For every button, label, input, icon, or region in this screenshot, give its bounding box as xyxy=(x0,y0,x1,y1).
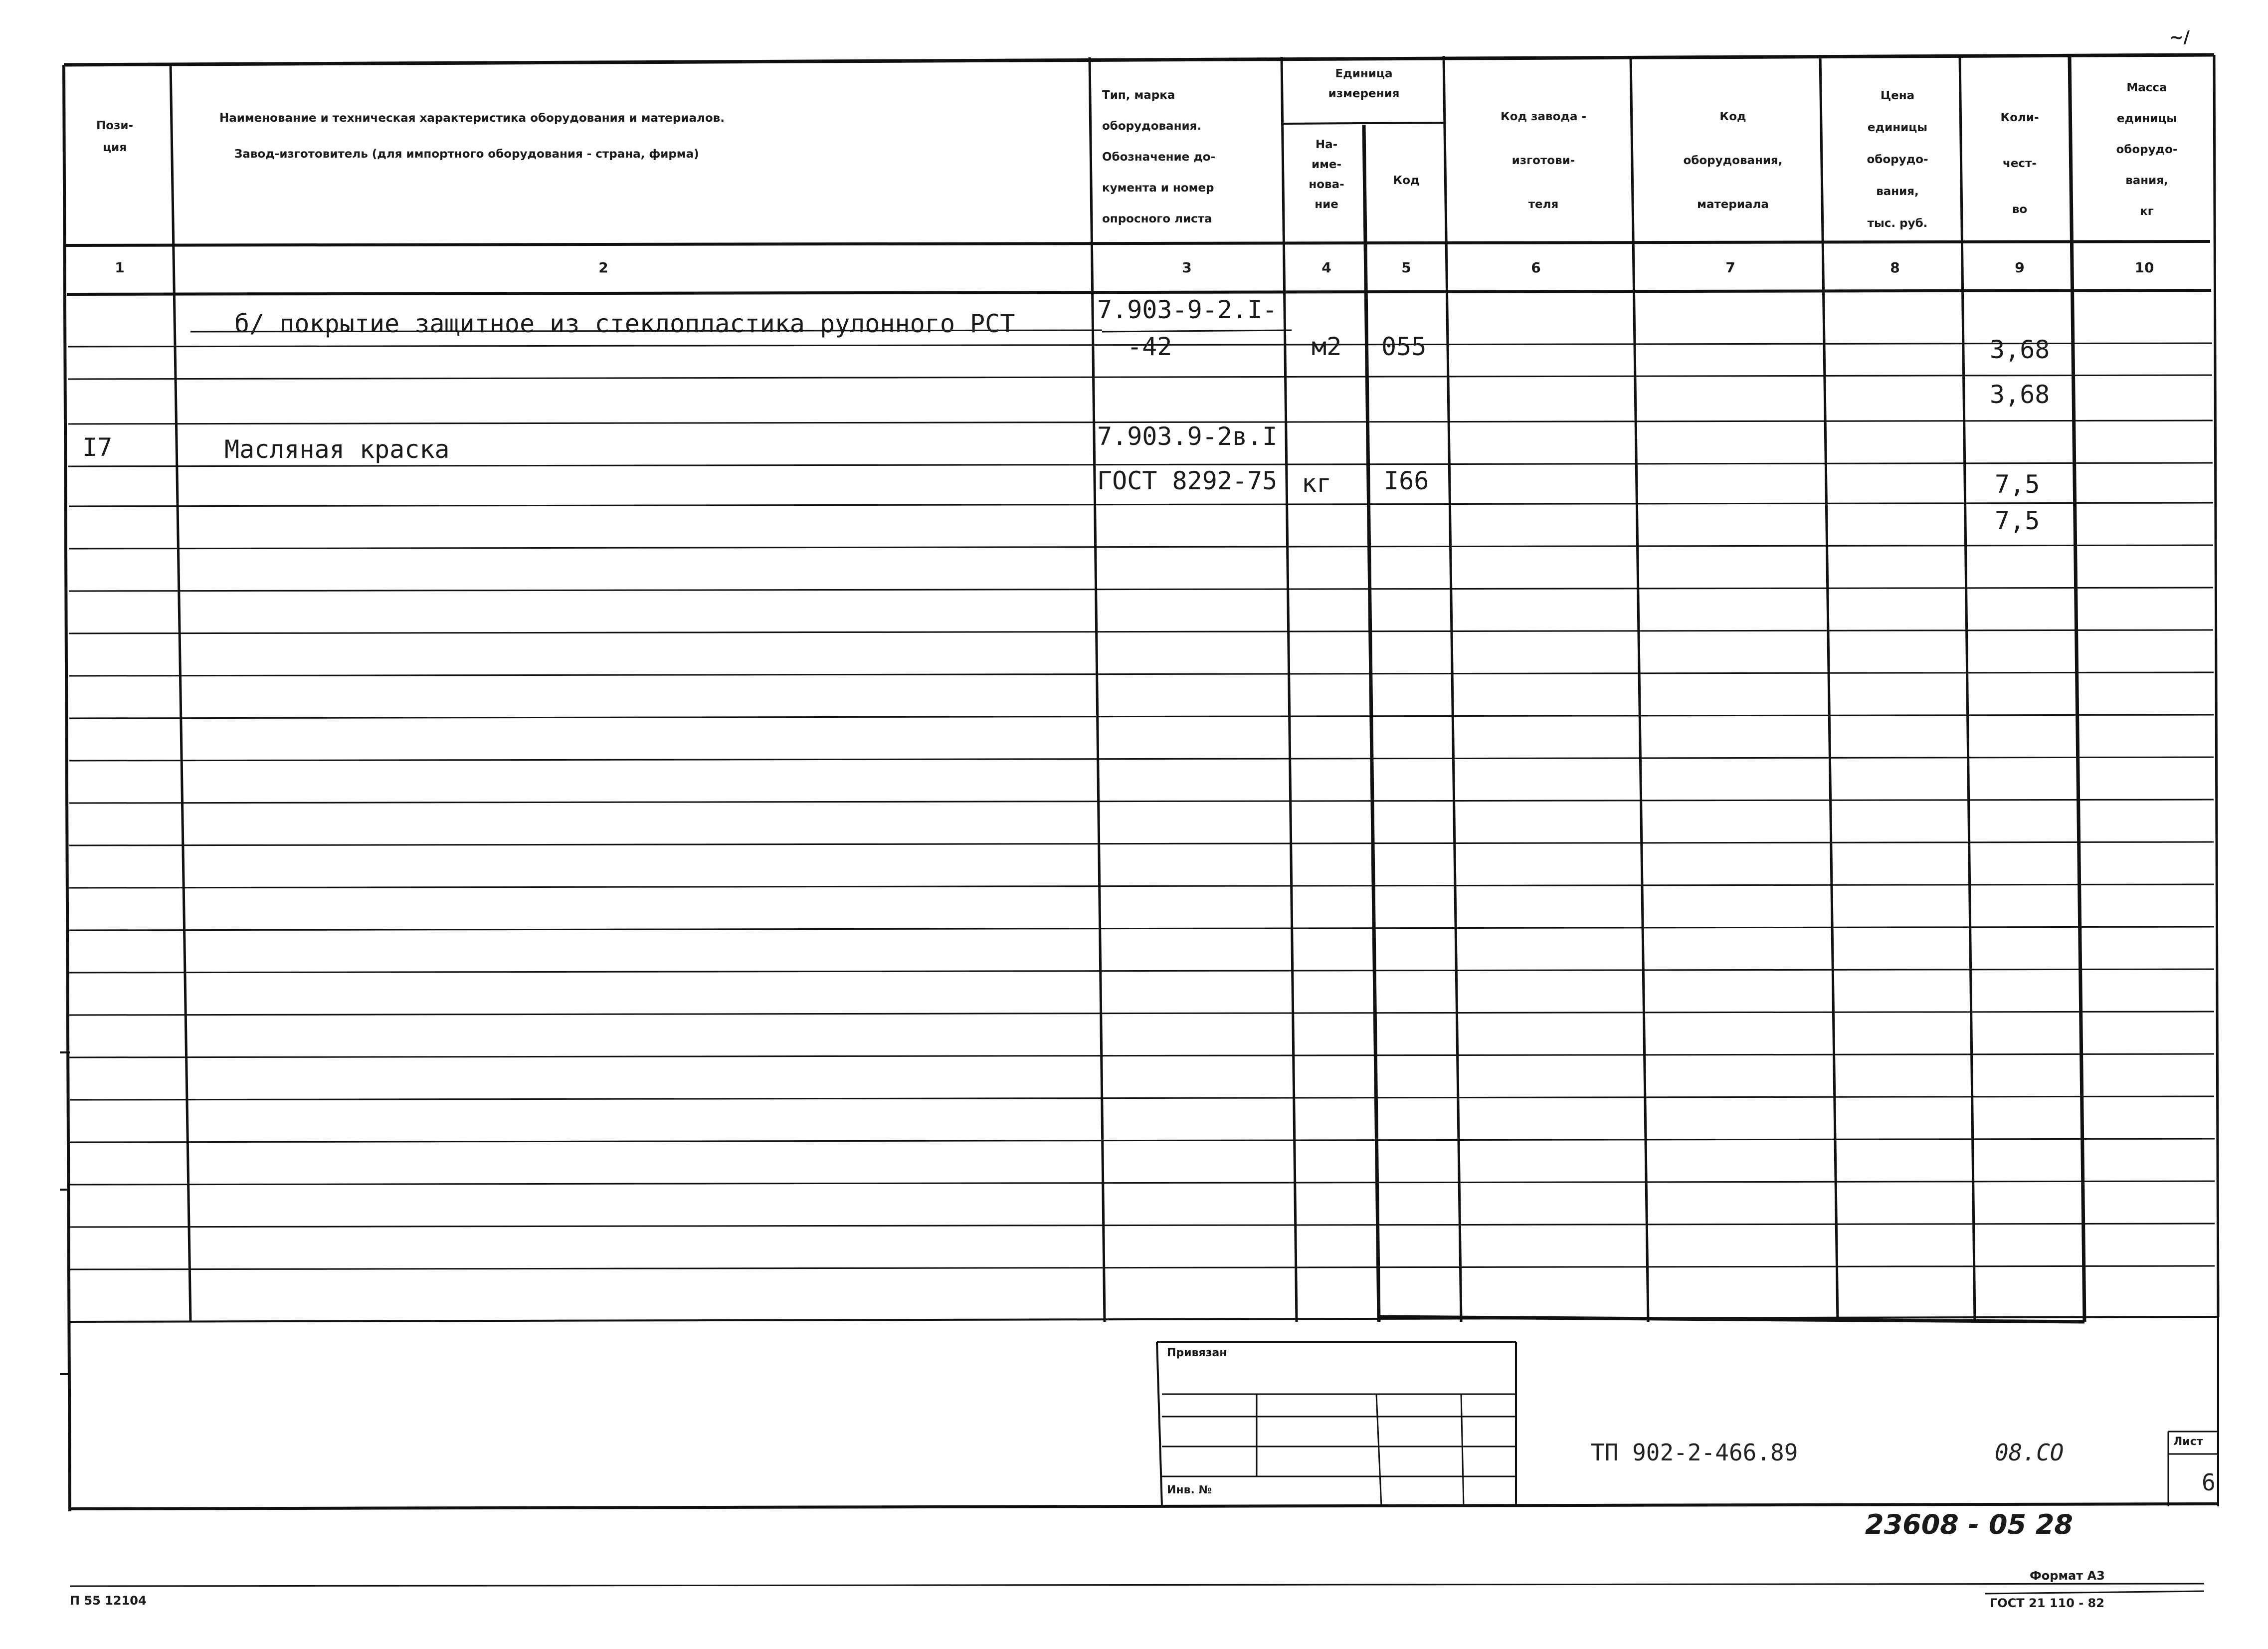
header-type: Тип, марка оборудования. Обозначение до- кумента и номер опросного листа xyxy=(1102,89,1216,225)
column-number-10: 10 xyxy=(2134,259,2154,276)
header-position: Пози- ция xyxy=(96,119,134,154)
row-5-type: ГОСТ 8292-75 xyxy=(1097,466,1278,495)
header-equipment-code: Код оборудования, материала xyxy=(1683,110,1783,211)
gost-reference: ГОСТ 21 110 - 82 xyxy=(1990,1596,2104,1610)
paper-format: Формат А3 xyxy=(2030,1569,2105,1583)
column-number-9: 9 xyxy=(2015,259,2025,276)
tied-label: Привязан xyxy=(1167,1347,1227,1359)
header-units-group: Единица измерения xyxy=(1328,67,1400,100)
row-5-quantity: 7,5 xyxy=(1995,470,2040,499)
header-unit-code: Код xyxy=(1393,174,1420,187)
header-name: Наименование и техническая характеристика оборудования и материалов. Завод-изготовитель (для импортного оборудования - страна, фирма) xyxy=(219,112,725,161)
row-4-type: 7.903.9-2в.I xyxy=(1097,422,1278,451)
header-quantity: Коли- чест- во xyxy=(2000,111,2039,216)
row-6-quantity: 7,5 xyxy=(1995,506,2040,535)
sheet-label: Лист xyxy=(2173,1436,2203,1448)
sheet-number: 6 xyxy=(2202,1469,2216,1496)
column-number-3: 3 xyxy=(1182,259,1192,276)
form-code: П 55 12104 xyxy=(70,1594,147,1608)
column-number-6: 6 xyxy=(1531,259,1541,276)
column-number-4: 4 xyxy=(1322,259,1331,276)
column-number-1: 1 xyxy=(115,259,125,276)
header-unit-mass: Масса единицы оборудо- вания, кг xyxy=(2116,81,2178,218)
document-code: 08.СО xyxy=(1995,1439,2064,1466)
column-number-2: 2 xyxy=(598,259,608,276)
row-2-type: -42 xyxy=(1127,332,1172,361)
row-1-name: б/ покрытие защитное из стеклопластика рулонного РСТ xyxy=(234,309,1015,338)
column-number-7: 7 xyxy=(1725,259,1735,276)
handwritten-number: 23608 - 05 28 xyxy=(1865,1509,2073,1540)
row-2-code: 055 xyxy=(1381,332,1427,361)
header-plant-code: Код завода - изготови- теля xyxy=(1500,110,1587,211)
inventory-number-label: Инв. № xyxy=(1167,1484,1212,1496)
row-5-unit: кг xyxy=(1302,469,1332,498)
row-2-unit: м2 xyxy=(1312,332,1342,361)
row-4-name: Масляная краска xyxy=(224,435,450,464)
row-4-position: I7 xyxy=(82,433,113,462)
row-1-type: 7.903-9-2.I- xyxy=(1097,295,1278,324)
row-5-code: I66 xyxy=(1384,466,1429,495)
document-designation: ТП 902-2-466.89 xyxy=(1591,1439,1798,1466)
row-3-quantity: 3,68 xyxy=(1990,380,2050,409)
column-number-5: 5 xyxy=(1401,259,1411,276)
column-number-8: 8 xyxy=(1890,259,1900,276)
header-unit-price: Цена единицы оборудо- вания, тыс. руб. xyxy=(1867,89,1928,230)
header-unit-name: На- име- нова- ние xyxy=(1309,138,1344,211)
row-2-quantity: 3,68 xyxy=(1990,335,2050,364)
corner-mark: ~/ xyxy=(2169,27,2190,47)
